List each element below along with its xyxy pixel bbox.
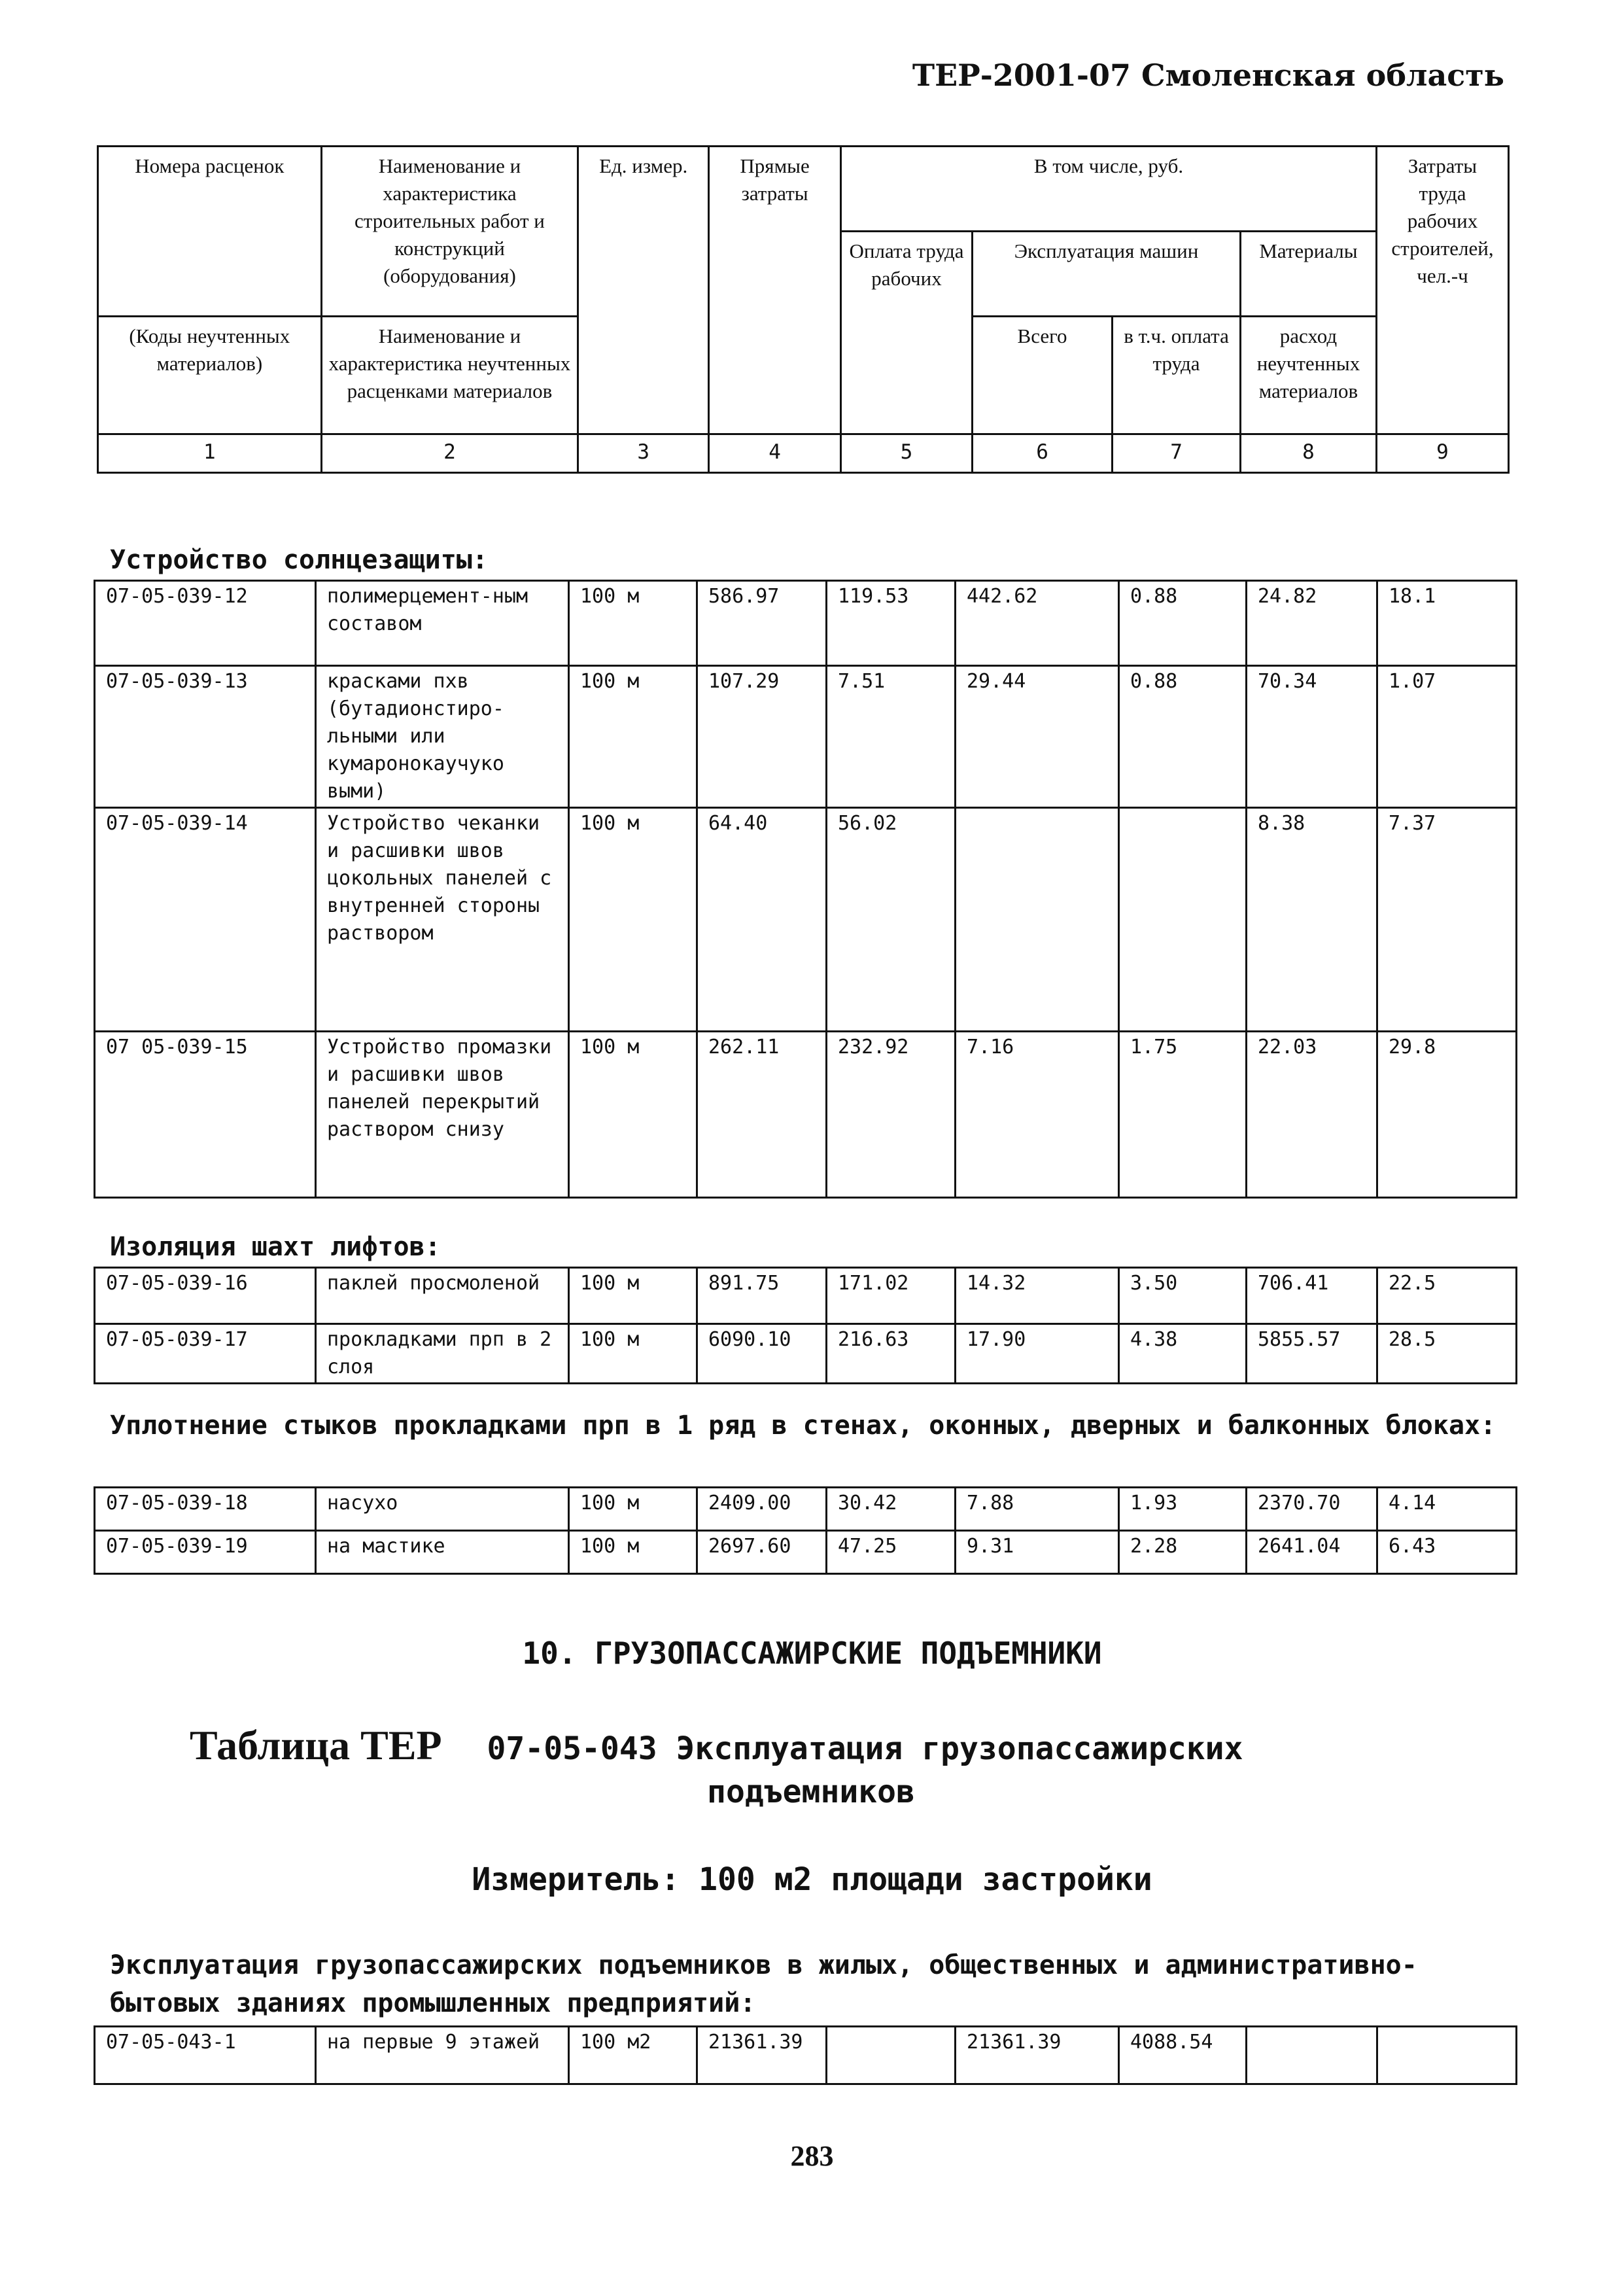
rate-name: Устройство чеканки и расшивки швов цокольных панелей с внутренней стороны раствором <box>316 808 569 1032</box>
rate-unit: 100 м <box>569 1268 697 1324</box>
rate-name: насухо <box>316 1488 569 1531</box>
col-number: 8 <box>1240 434 1376 473</box>
rate-machines-labor: 4088.54 <box>1119 2027 1247 2084</box>
rate-machines-labor: 0.88 <box>1119 581 1247 666</box>
col-header-group: В том числе, руб. <box>841 147 1377 232</box>
rate-name: на мастике <box>316 1531 569 1574</box>
rate-name: на первые 9 этажей <box>316 2027 569 2084</box>
rate-code: 07-05-039-19 <box>95 1531 316 1574</box>
rate-labor-pay: 30.42 <box>827 1488 956 1531</box>
rate-code: 07-05-039-13 <box>95 666 316 808</box>
measure-unit: Измеритель: 100 м2 площади застройки <box>472 1861 1152 1898</box>
rate-machines-labor: 3.50 <box>1119 1268 1247 1324</box>
rate-machines-labor: 1.93 <box>1119 1488 1247 1531</box>
rate-direct-cost: 2697.60 <box>697 1531 827 1574</box>
rate-machines-total: 7.88 <box>956 1488 1119 1531</box>
rate-materials: 70.34 <box>1247 666 1377 808</box>
table-row <box>95 808 1517 1032</box>
rate-code: 07-05-043-1 <box>95 2027 316 2084</box>
rate-code: 07-05-039-16 <box>95 1268 316 1324</box>
col-number: 6 <box>972 434 1112 473</box>
rate-name: красками пхв (бутадионстиро-льными или кумаронокаучуко выми) <box>316 666 569 808</box>
col-header-hours: Затраты труда рабочих строителей, чел.-ч <box>1377 147 1509 434</box>
table-row <box>95 1488 1517 1531</box>
col-number: 1 <box>98 434 322 473</box>
rate-code: 07 05-039-15 <box>95 1032 316 1198</box>
rate-labor-hours: 29.8 <box>1377 1032 1517 1198</box>
rates-table <box>94 580 1517 1199</box>
table-row <box>95 1268 1517 1324</box>
table-row <box>95 2027 1517 2084</box>
rate-materials <box>1247 2027 1377 2084</box>
rate-machines-total: 14.32 <box>956 1268 1119 1324</box>
rate-materials: 24.82 <box>1247 581 1377 666</box>
rate-labor-pay: 7.51 <box>827 666 956 808</box>
rate-direct-cost: 262.11 <box>697 1032 827 1198</box>
rate-machines-labor: 1.75 <box>1119 1032 1247 1198</box>
rate-name: прокладками прп в 2 слоя <box>316 1324 569 1384</box>
rate-name: паклей просмоленой <box>316 1268 569 1324</box>
section-title: Эксплуатация грузопассажирских подъемников в жилых, общественных и административно- бытовых зданиях промышленных предприятий: <box>110 1950 1417 2018</box>
rate-materials: 5855.57 <box>1247 1324 1377 1384</box>
col-header-direct: Прямые затраты <box>709 147 841 434</box>
rate-name: Устройство промазки и расшивки швов панелей перекрытий раствором снизу <box>316 1032 569 1198</box>
rate-direct-cost: 64.40 <box>697 808 827 1032</box>
rate-code: 07-05-039-14 <box>95 808 316 1032</box>
table-row <box>95 1531 1517 1574</box>
rate-labor-pay: 119.53 <box>827 581 956 666</box>
table-row <box>95 1032 1517 1198</box>
rate-materials: 22.03 <box>1247 1032 1377 1198</box>
section-title: Изоляция шахт лифтов: <box>110 1232 441 1262</box>
table-title-line-2: подъемников <box>707 1774 915 1810</box>
rate-direct-cost: 2409.00 <box>697 1488 827 1531</box>
table-title-line-1: 07-05-043 Эксплуатация грузопассажирских <box>487 1730 1243 1767</box>
rate-materials: 706.41 <box>1247 1268 1377 1324</box>
rate-machines-total: 442.62 <box>956 581 1119 666</box>
col-header-labor: Оплата труда рабочих <box>841 232 973 434</box>
col-number: 4 <box>709 434 841 473</box>
col-number: 3 <box>578 434 709 473</box>
rate-unit: 100 м <box>569 1488 697 1531</box>
rate-labor-hours: 6.43 <box>1377 1531 1517 1574</box>
rate-labor-hours: 18.1 <box>1377 581 1517 666</box>
page-number: 283 <box>790 2140 834 2172</box>
rate-direct-cost: 6090.10 <box>697 1324 827 1384</box>
rate-materials: 8.38 <box>1247 808 1377 1032</box>
rate-direct-cost: 107.29 <box>697 666 827 808</box>
col-header-unaccounted: расход неучтенных материалов <box>1240 317 1376 434</box>
rate-unit: 100 м2 <box>569 2027 697 2084</box>
rate-materials: 2641.04 <box>1247 1531 1377 1574</box>
table-row <box>95 666 1517 808</box>
document-header: ТЕР-2001-07 Смоленская область <box>912 58 1504 93</box>
section-title: Уплотнение стыков прокладками прп в 1 ряд в стенах, оконных, дверных и балконных блоках: <box>110 1410 1496 1441</box>
table-title <box>190 1724 1498 1813</box>
rate-name: полимерцемент-ным составом <box>316 581 569 666</box>
col-header-machines: Эксплуатация машин <box>972 232 1240 317</box>
rate-labor-pay <box>827 2027 956 2084</box>
chapter-heading: 10. ГРУЗОПАССАЖИРСКИЕ ПОДЪЕМНИКИ <box>522 1636 1102 1671</box>
rate-labor-hours: 28.5 <box>1377 1324 1517 1384</box>
rate-direct-cost: 586.97 <box>697 581 827 666</box>
rates-table <box>94 1486 1517 1575</box>
rate-labor-hours: 22.5 <box>1377 1268 1517 1324</box>
rate-unit: 100 м <box>569 666 697 808</box>
rate-code: 07-05-039-12 <box>95 581 316 666</box>
column-header-table <box>97 145 1510 474</box>
rate-machines-total: 29.44 <box>956 666 1119 808</box>
rate-machines-labor <box>1119 808 1247 1032</box>
rate-labor-hours: 7.37 <box>1377 808 1517 1032</box>
rate-direct-cost: 891.75 <box>697 1268 827 1324</box>
rate-unit: 100 м <box>569 1032 697 1198</box>
rate-unit: 100 м <box>569 1324 697 1384</box>
rate-machines-total: 17.90 <box>956 1324 1119 1384</box>
rate-code: 07-05-039-18 <box>95 1488 316 1531</box>
col-header-codes-bottom: (Коды неучтенных материалов) <box>98 317 322 434</box>
rate-direct-cost: 21361.39 <box>697 2027 827 2084</box>
rate-machines-labor: 2.28 <box>1119 1531 1247 1574</box>
col-header-name-bottom: Наименование и характеристика неучтенных расценками материалов <box>321 317 578 434</box>
col-header-name-top: Наименование и характеристика строительных работ и конструкций (оборудования) <box>321 147 578 317</box>
rates-table <box>94 2025 1517 2085</box>
col-number: 2 <box>321 434 578 473</box>
table-label: Таблица ТЕР <box>190 1722 442 1768</box>
rates-table <box>94 1267 1517 1384</box>
col-header-codes-top: Номера расценок <box>98 147 322 317</box>
col-header-materials: Материалы <box>1240 232 1376 317</box>
table-row <box>95 581 1517 666</box>
col-header-mach-labor: в т.ч. оплата труда <box>1113 317 1241 434</box>
rate-labor-pay: 56.02 <box>827 808 956 1032</box>
rate-labor-pay: 232.92 <box>827 1032 956 1198</box>
col-number: 9 <box>1377 434 1509 473</box>
rate-materials: 2370.70 <box>1247 1488 1377 1531</box>
rate-labor-pay: 216.63 <box>827 1324 956 1384</box>
rate-code: 07-05-039-17 <box>95 1324 316 1384</box>
rate-machines-total: 7.16 <box>956 1032 1119 1198</box>
rate-labor-hours: 1.07 <box>1377 666 1517 808</box>
rate-unit: 100 м <box>569 808 697 1032</box>
table-row <box>95 1324 1517 1384</box>
section-title: Устройство солнцезащиты: <box>110 545 488 575</box>
rate-machines-labor: 0.88 <box>1119 666 1247 808</box>
col-number: 7 <box>1113 434 1241 473</box>
col-number: 5 <box>841 434 973 473</box>
rate-unit: 100 м <box>569 1531 697 1574</box>
rate-machines-total: 9.31 <box>956 1531 1119 1574</box>
col-header-mach-total: Всего <box>972 317 1112 434</box>
rate-machines-labor: 4.38 <box>1119 1324 1247 1384</box>
rate-machines-total: 21361.39 <box>956 2027 1119 2084</box>
rate-unit: 100 м <box>569 581 697 666</box>
rate-labor-hours <box>1377 2027 1517 2084</box>
rate-labor-hours: 4.14 <box>1377 1488 1517 1531</box>
rate-machines-total <box>956 808 1119 1032</box>
rate-labor-pay: 171.02 <box>827 1268 956 1324</box>
rate-labor-pay: 47.25 <box>827 1531 956 1574</box>
col-header-unit: Ед. измер. <box>578 147 709 434</box>
